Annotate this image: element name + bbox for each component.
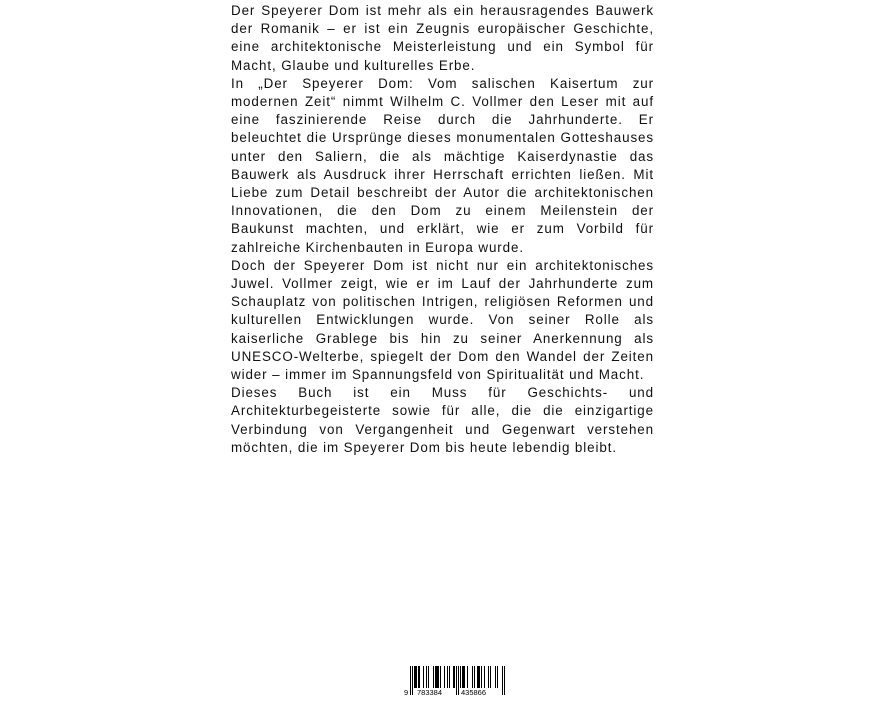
barcode-first-digit: 9 (404, 688, 409, 697)
barcode-bar (414, 666, 415, 688)
barcode-bar (460, 666, 461, 688)
barcode-bar (478, 666, 479, 688)
barcode-bar (495, 666, 496, 688)
barcode-digits (404, 688, 506, 698)
barcode-bar (474, 666, 475, 688)
barcode-bar (428, 666, 429, 688)
barcode-bar (477, 666, 478, 688)
barcode-bar (426, 666, 427, 688)
barcode-bar (447, 666, 448, 688)
barcode-bar (481, 666, 482, 688)
isbn-barcode (404, 666, 506, 698)
barcode-right-group: 435866 (461, 688, 487, 697)
barcode-bar (416, 666, 417, 688)
barcode-bar (454, 666, 455, 688)
barcode-bar (462, 666, 463, 688)
barcode-bar (435, 666, 436, 688)
barcode-bar (415, 666, 416, 688)
barcode-bar (437, 666, 438, 688)
barcode-bar (463, 666, 464, 688)
blurb-text (231, 2, 654, 457)
barcode-bar (479, 666, 480, 688)
barcode-bar (440, 666, 441, 688)
blurb-paragraph-4: Dieses Buch ist ein Muss für Geschichts- und Architekturbegeisterte sowie für alle, die die einzigartige Verbindung von Vergangenheit und Gegenwart verstehen möchten, die im Speyerer Dom bis heute lebendig bleibt. (231, 385, 654, 455)
barcode-left-group: 783384 (417, 688, 443, 697)
barcode-bar (423, 666, 424, 688)
barcode-bar (490, 666, 491, 688)
barcode-bar (418, 666, 419, 688)
barcode-bar (497, 666, 498, 688)
barcode-bar (438, 666, 439, 688)
barcode-bar (444, 666, 445, 688)
barcode-bar (464, 666, 465, 688)
barcode-bar (453, 666, 454, 688)
barcode-bar (449, 666, 450, 688)
barcode-bar (467, 666, 468, 688)
blurb-paragraph-1: Der Speyerer Dom ist mehr als ein herausragendes Bauwerk der Romanik – er ist ein Zeugnis europäischer Geschichte, eine architektonische Meisterleistung und ein Symbol für Macht, Glaube und kulturelles Erbe. (231, 3, 654, 73)
barcode-bar (436, 666, 437, 688)
barcode-bar (419, 666, 420, 688)
barcode-bar (488, 666, 489, 688)
blurb-paragraph-3: Doch der Speyerer Dom ist nicht nur ein architektonisches Juwel. Vollmer zeigt, wie er im Lauf der Jahrhunderte zum Schauplatz von politischen Intrigen, religiösen Reformen und kulturellen Entwicklungen wurde. Von seiner Rolle als kaiserliche Grablege bis hin zu seiner Anerkennung als UNESCO-Welterbe, spiegelt der Dom den Wandel der Zeiten wider – immer im Spannungsfeld von Spiritualität und Macht. (231, 257, 654, 383)
barcode-bar (472, 666, 473, 688)
barcode-bar (433, 666, 434, 688)
blurb-paragraph-2: In „Der Speyerer Dom: Vom salischen Kaisertum zur modernen Zeit“ nimmt Wilhelm C. Vollmer den Leser mit auf eine faszinierende Reise durch die Jahrhunderte. Er beleuchtet die Ursprünge dieses monumentalen Gotteshauses unter den Saliern, die als mächtige Kaiserdynastie das Bauwerk als Ausdruck ihrer Herrschaft errichten ließen. Mit Liebe zum Detail beschreibt der Autor die architektonischen Innovationen, die den Dom zu einem Meilenstein der Baukunst machten, und erklärt, wie er zum Vorbild für zahlreiche Kirchenbauten in Europa wurde. (231, 75, 654, 255)
barcode-bar (484, 666, 485, 688)
